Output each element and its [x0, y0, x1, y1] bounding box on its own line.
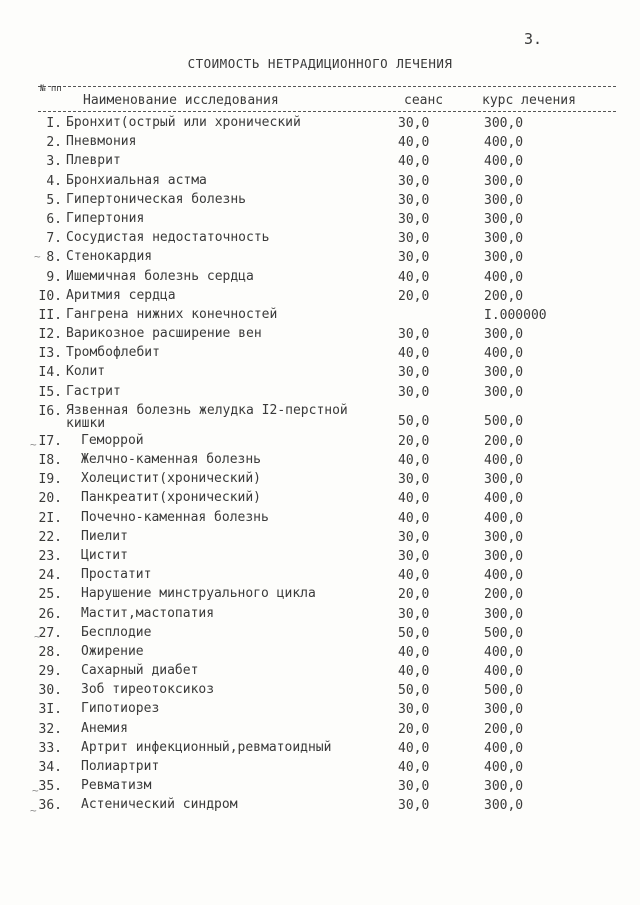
row-number: 25.: [38, 587, 62, 603]
row-name: [81, 434, 421, 447]
row-name: [81, 491, 421, 504]
row-name: [81, 472, 421, 485]
row-name: [81, 741, 421, 754]
row-name-line: Гипотиорез: [81, 701, 160, 717]
row-name-line: Плеврит: [66, 153, 121, 169]
row-course-price: 300,0: [484, 327, 524, 343]
table-row: [0, 509, 640, 528]
row-name-line: Астенический синдром: [81, 797, 238, 813]
header-session: сеанс: [404, 93, 444, 108]
row-course-price: 400,0: [484, 568, 524, 584]
row-name: [81, 798, 421, 811]
header-course: курс лечения: [482, 93, 576, 108]
row-name: [81, 779, 421, 792]
row-number: 26.: [38, 606, 62, 622]
row-name: [66, 404, 406, 430]
table-row: [0, 643, 640, 662]
row-name: [66, 154, 406, 167]
row-number: 34.: [38, 760, 62, 775]
table-row: [0, 344, 640, 363]
table-row: [0, 470, 640, 489]
row-course-price: 300,0: [484, 211, 524, 227]
row-session-price: 30,0: [398, 211, 430, 227]
row-number: II.: [38, 307, 62, 323]
handwritten-mark: ~: [30, 438, 37, 451]
row-name-line: Нарушение минструального цикла: [81, 586, 316, 602]
row-number: 2.: [46, 135, 62, 151]
row-name: [81, 722, 421, 735]
table-row: [0, 210, 640, 229]
row-number: 32.: [38, 721, 62, 737]
row-number: 28.: [38, 644, 62, 660]
table-row: [0, 402, 640, 432]
row-session-price: 40,0: [398, 269, 430, 285]
header-number: № пп: [40, 84, 62, 94]
row-session-price: 30,0: [398, 779, 430, 795]
table-row: [0, 547, 640, 566]
row-number: 29.: [38, 664, 62, 680]
row-course-price: 300,0: [484, 779, 524, 795]
row-name: [66, 308, 406, 321]
row-number: 4.: [46, 173, 62, 189]
row-course-price: 300,0: [484, 250, 524, 266]
row-session-price: 20,0: [398, 433, 430, 449]
row-number: 3I.: [38, 702, 62, 718]
row-number: I0.: [38, 288, 62, 304]
row-number: 36.: [38, 798, 62, 814]
row-course-price: 200,0: [484, 587, 524, 603]
row-name-line: Пневмония: [66, 134, 137, 150]
row-course-price: 500,0: [484, 683, 524, 699]
row-name: [81, 549, 421, 562]
row-number: 30.: [38, 683, 62, 699]
table-row: [0, 566, 640, 585]
row-number: 2I.: [38, 510, 62, 526]
row-name-line: Сахарный диабет: [81, 663, 199, 679]
row-name: [66, 135, 406, 148]
row-session-price: 30,0: [398, 250, 430, 266]
row-name-line: Бронхит(острый или хронический: [66, 115, 301, 130]
row-course-price: 300,0: [484, 548, 524, 564]
row-course-price: 200,0: [484, 433, 524, 449]
table-row: [0, 662, 640, 681]
table-row: [0, 605, 640, 624]
row-name: [66, 116, 406, 129]
row-name-line: Ишемичная болезнь сердца: [66, 268, 254, 284]
row-number: 35.: [38, 779, 62, 795]
row-name-line: Панкреатит(хронический): [81, 490, 262, 506]
row-name: [66, 212, 406, 225]
row-session-price: 40,0: [398, 346, 430, 362]
row-name: [81, 453, 421, 466]
price-table: [0, 114, 640, 816]
row-name-line: Пиелит: [81, 528, 128, 544]
table-row: [0, 681, 640, 700]
table-row: [0, 152, 640, 171]
row-number: I3.: [38, 346, 62, 362]
row-name: [66, 193, 406, 206]
row-session-price: 40,0: [398, 453, 430, 468]
row-session-price: 30,0: [398, 529, 430, 545]
handwritten-mark: ~: [32, 784, 39, 797]
row-session-price: 30,0: [398, 116, 430, 131]
row-session-price: 30,0: [398, 231, 430, 247]
row-course-price: 300,0: [484, 173, 524, 189]
row-name-line: Тромбофлебит: [66, 345, 160, 361]
row-course-price: 300,0: [484, 384, 524, 400]
row-name-line: Сосудистая недостаточность: [66, 230, 270, 246]
row-number: I2.: [38, 327, 62, 343]
row-course-price: 400,0: [484, 346, 524, 362]
row-number: 3.: [46, 154, 62, 170]
row-session-price: 30,0: [398, 173, 430, 189]
row-session-price: 30,0: [398, 365, 430, 381]
table-row: [0, 287, 640, 306]
row-name-line: Цистит: [81, 547, 128, 563]
row-number: 23.: [38, 548, 62, 564]
row-name: [81, 664, 421, 677]
row-name-line: Ожирение: [81, 643, 144, 659]
row-course-price: 400,0: [484, 135, 524, 151]
row-name-line: Колит: [66, 364, 106, 380]
row-session-price: 40,0: [398, 740, 430, 756]
row-name-line: Холецистит(хронический): [81, 471, 262, 487]
table-row: [0, 363, 640, 382]
row-session-price: 40,0: [398, 568, 430, 584]
row-course-price: 300,0: [484, 702, 524, 718]
table-row: [0, 758, 640, 777]
table-row: [0, 268, 640, 287]
row-course-price: 400,0: [484, 510, 524, 526]
row-name: [66, 327, 406, 340]
document-title: СТОИМОСТЬ НЕТРАДИЦИОННОГО ЛЕЧЕНИЯ: [187, 56, 453, 71]
row-session-price: 30,0: [398, 798, 430, 814]
row-name-line: Гипертония: [66, 210, 145, 226]
row-name-line: Артрит инфекционный,ревматоидный: [81, 739, 332, 755]
row-course-price: I.000000: [484, 307, 547, 323]
handwritten-mark: ~: [34, 250, 41, 263]
row-session-price: 40,0: [398, 510, 430, 526]
row-number: 24.: [38, 568, 62, 584]
table-row: [0, 585, 640, 604]
row-number: 9.: [46, 269, 62, 285]
row-name: [81, 568, 421, 581]
row-session-price: 40,0: [398, 664, 430, 680]
table-row: [0, 624, 640, 643]
row-name: [81, 702, 421, 715]
table-row: [0, 191, 640, 210]
row-number: I9.: [38, 472, 62, 488]
row-course-price: 300,0: [484, 798, 524, 814]
row-name: [81, 607, 421, 620]
row-course-price: 400,0: [484, 644, 524, 660]
row-session-price: 40,0: [398, 135, 430, 151]
row-name-line: Аритмия сердца: [66, 287, 176, 303]
row-name: [66, 270, 406, 283]
row-session-price: 40,0: [398, 491, 430, 507]
row-name-line: Мастит,мастопатия: [81, 605, 215, 621]
row-number: 6.: [46, 211, 62, 227]
table-row: [0, 796, 640, 815]
table-row: [0, 720, 640, 739]
row-course-price: 300,0: [484, 365, 524, 381]
table-row: [0, 383, 640, 402]
row-name: [81, 511, 421, 524]
row-session-price: 50,0: [398, 413, 430, 429]
row-session-price: 30,0: [398, 192, 430, 208]
page-number: 3.: [524, 30, 543, 48]
row-name: [81, 626, 421, 639]
row-name-line: Зоб тиреотоксикоз: [81, 682, 215, 698]
row-number: 20.: [38, 491, 62, 507]
row-session-price: 30,0: [398, 606, 430, 622]
row-number: I.: [46, 116, 62, 131]
table-row: [0, 489, 640, 508]
row-name-line: Варикозное расширение вен: [66, 326, 262, 342]
row-course-price: 300,0: [484, 192, 524, 208]
row-name-line: Бесплодие: [81, 624, 152, 640]
row-name: [66, 174, 406, 187]
table-row: [0, 248, 640, 267]
header-bottom-rule: [38, 111, 616, 112]
row-name: [66, 250, 406, 263]
table-row: [0, 777, 640, 796]
row-number: I6.: [38, 403, 62, 419]
row-name-line: Гастрит: [66, 383, 121, 399]
row-session-price: 30,0: [398, 472, 430, 488]
row-course-price: 400,0: [484, 740, 524, 756]
row-name-line: Гипертоническая болезнь: [66, 191, 247, 207]
row-course-price: 300,0: [484, 606, 524, 622]
row-session-price: 30,0: [398, 702, 430, 718]
table-row: [0, 432, 640, 451]
row-name-line: Бронхиальная астма: [66, 172, 207, 188]
table-row: [0, 700, 640, 719]
row-number: 5.: [46, 192, 62, 208]
row-course-price: 300,0: [484, 472, 524, 488]
row-name-line: Желчно-каменная болезнь: [81, 452, 262, 467]
row-name: [81, 683, 421, 696]
table-row: [0, 739, 640, 758]
row-course-price: 400,0: [484, 491, 524, 507]
handwritten-mark: ~: [34, 630, 41, 643]
row-session-price: 50,0: [398, 625, 430, 641]
row-number: 8.: [46, 250, 62, 266]
row-course-price: 200,0: [484, 721, 524, 737]
row-name-line: Ревматизм: [81, 778, 152, 794]
row-session-price: 30,0: [398, 327, 430, 343]
row-name: [81, 530, 421, 543]
row-course-price: 300,0: [484, 529, 524, 545]
row-name: [66, 385, 406, 398]
row-name: [81, 645, 421, 658]
row-number: 27.: [38, 625, 62, 641]
row-name-line: Стенокардия: [66, 249, 153, 265]
table-row: [0, 451, 640, 470]
row-course-price: 500,0: [484, 413, 524, 429]
row-course-price: 400,0: [484, 154, 524, 170]
row-name: [66, 365, 406, 378]
row-number: 22.: [38, 529, 62, 545]
table-row: [0, 325, 640, 344]
row-number: 33.: [38, 740, 62, 756]
row-name-line: Язвенная болезнь желудка I2-перстной: [66, 402, 348, 418]
row-name: [66, 346, 406, 359]
row-session-price: 40,0: [398, 154, 430, 170]
table-row: [0, 528, 640, 547]
table-row: [0, 229, 640, 248]
row-number: I8.: [38, 453, 62, 468]
header-top-rule: [38, 86, 616, 87]
row-name: [81, 587, 421, 600]
row-session-price: 30,0: [398, 384, 430, 400]
row-name: [81, 760, 421, 773]
handwritten-mark: ~: [30, 804, 37, 817]
row-name: [66, 231, 406, 244]
row-name-line: кишки: [66, 415, 106, 431]
row-course-price: 400,0: [484, 664, 524, 680]
row-name-line: Почечно-каменная болезнь: [81, 509, 269, 525]
header-name: Наименование исследования: [83, 93, 279, 108]
row-course-price: 400,0: [484, 269, 524, 285]
row-course-price: 400,0: [484, 453, 524, 468]
row-course-price: 500,0: [484, 625, 524, 641]
row-session-price: 20,0: [398, 721, 430, 737]
row-name-line: Гангрена нижних конечностей: [66, 306, 278, 322]
row-number: I4.: [38, 365, 62, 381]
row-course-price: 200,0: [484, 288, 524, 304]
table-row: [0, 172, 640, 191]
row-course-price: 300,0: [484, 231, 524, 247]
row-session-price: 50,0: [398, 683, 430, 699]
row-name-line: Полиартрит: [81, 759, 160, 774]
row-number: 7.: [46, 231, 62, 247]
row-session-price: 20,0: [398, 288, 430, 304]
table-row: [0, 114, 640, 133]
row-number: I7.: [38, 433, 62, 449]
table-row: [0, 306, 640, 325]
row-number: I5.: [38, 384, 62, 400]
row-name: [66, 289, 406, 302]
row-session-price: 30,0: [398, 548, 430, 564]
row-course-price: 300,0: [484, 116, 524, 131]
row-session-price: 40,0: [398, 644, 430, 660]
row-session-price: 20,0: [398, 587, 430, 603]
row-name-line: Простатит: [81, 567, 152, 583]
table-row: [0, 133, 640, 152]
row-name-line: Анемия: [81, 720, 128, 736]
row-course-price: 400,0: [484, 760, 524, 775]
row-session-price: 40,0: [398, 760, 430, 775]
row-name-line: Геморрой: [81, 432, 144, 448]
